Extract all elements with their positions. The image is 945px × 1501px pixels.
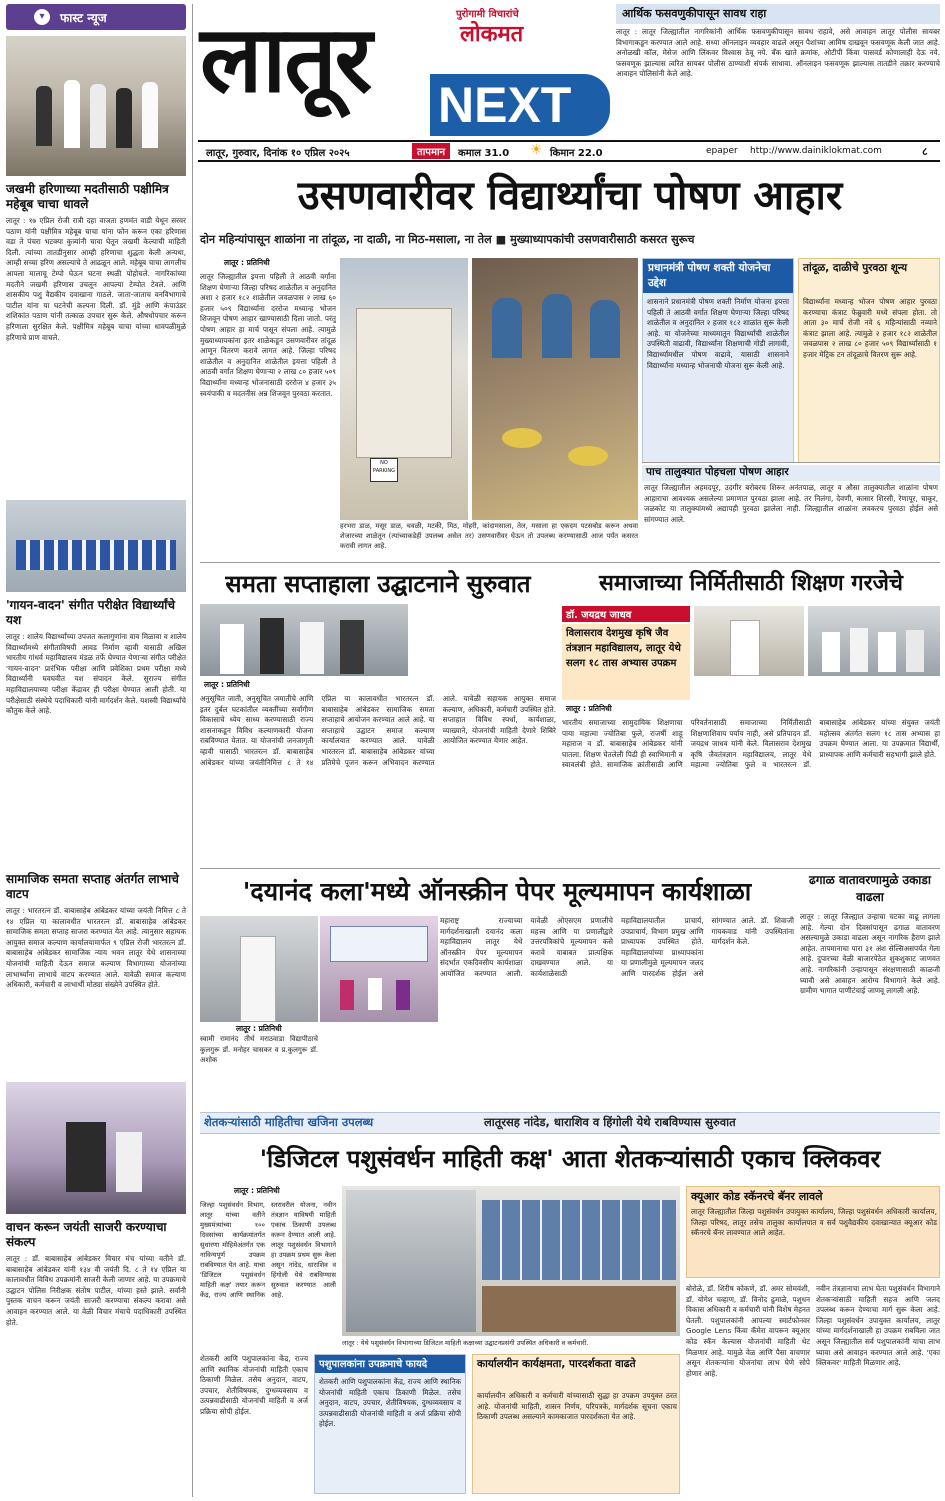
divider-mid xyxy=(200,868,940,869)
meal-photo xyxy=(472,258,638,520)
box-rice-body: विद्यार्थ्यांना मध्यान्ह भोजन पोषण आहार पुरवठा करण्याचा कंत्राट फेब्रुवारी मध्ये संपला होता. तो आता ३० मार्च रोजी नवे ६ महिन्यांसाठी नव्याने कंत्राट झाला आहे. त्यामुळे २ हजार १८२ शाळेतील जवळपास २ लाख ८० हजार ५०९ विद्यार्थ्यांसाठी १ हजार मेट्रिक टन तांदूळाचे वितरण सुरू आहे. xyxy=(803,297,940,359)
temp-max: कमाल 31.0 xyxy=(458,148,510,159)
office-box xyxy=(472,1354,680,1494)
benefit-title: पशुपालकांना उपक्रमाचे फायदे xyxy=(315,1355,465,1373)
next-label: NEXT xyxy=(438,77,572,133)
masthead-tagline: पुरोगामी विचारांचे xyxy=(456,9,519,20)
box-pm-title: प्रधानमंत्री पोषण शक्ती योजनेचा उद्देश xyxy=(643,259,793,293)
digital-headline: 'डिजिटल पशुसंवर्धन माहिती कक्ष' आता शेतकऱ्यांसाठी एकाच क्लिकवर xyxy=(259,1145,881,1173)
benefit-body: शेतकरी आणि पशुपालकांना केंद्र, राज्य आणि स्थानिक योजनांची माहिती एकाच ठिकाणी मिळेल. तसेच अनुदान, वाटप, उपचार, शेतीविषयक, दुग्धव्यवसाय व उत्पन्नवाढीसाठी योजनांची माहिती व अर्ज प्रक्रिया सोपी होईल. xyxy=(319,1377,464,1429)
digital-caption: लातूर : येथे पशुसंवर्धन विभागाच्या डिजिटल माहिती कक्षाच्या उद्घाटनप्रसंगी उपस्थित अधिकारी व कर्मचारी. xyxy=(342,1339,589,1347)
sun-icon: ☀ xyxy=(530,142,543,158)
digital-body2-snippet: शेतकरी आणि पशुपालकांना केंद्र, राज्य आणि स्थानिक योजनांची माहिती एकाच ठिकाणी मिळेल. तसेच अनुदान, वाटप, उपचार, शेतीविषयक, दुग्धव्यवसाय व उत्पन्नवाढीसाठी योजनांची माहिती व अर्ज प्रक्रिया सोपी होईल. xyxy=(200,1354,311,1416)
ribbon xyxy=(200,1112,940,1134)
topright-body: लातूर : लातूर जिल्ह्यातील नागरिकांनी आर्थिक फसवणुकीपासून सावध राहावे, असे आवाहन लातूर पोलीस सायबर विभागाकडून करण्यात आले आहे. सध्या ऑनलाइन व्यवहार वाढले असून पैशांच्या आमिष दाखवून फसवणूक केली जात आहे. अनोळखी कॉल, मेसेज आणि लिंकवर विश्वास ठेवू नये. बँक खाते क्रमांक, ओटीपी किंवा पासवर्ड कोणालाही देऊ नये. फसवणूक झाल्यास त्वरित सायबर पोलीस ठाण्याशी संपर्क साधावा. ऑनलाइन फसवणूक झाल्यास तातडीने तक्रार करण्याचे आवाहन पोलिसांनी केले आहे. xyxy=(616,27,943,79)
lead-body: लातूर जिल्ह्यातील इयत्ता पहिली ते आठवी वर्गांना शिक्षण घेणाऱ्या जिल्हा परिषद शाळेतील व अनुदानित अशा २ हजार १८२ शाळेतील जवळपास २ लाख ६० हजार ५०९ विद्यार्थ्यांना दररोज मध्यान्ह भोजन शिजवून पोषण आहार खाण्यासाठी दिला जातो. परंतु पोषण आहार हा मार्च पासून संपला आहे. त्यामुळे मुख्याध्यापकांना इतर शाळेकडून उसणवारीवर तांदूळ आणून वितरण करावे लागत आहे. जिल्हा परिषद शाळेतील व अनुदानित शाळेतील इयत्ता पहिली ते आठवी वर्गात शिक्षण घेणाऱ्या २ लाख ८० हजार ५०९ विद्यार्थ्यांना मध्यान्ह भोजनासाठी दररोज ४ हजार ३५ स्वयंपाकी व मदतनीस अन्न शिजवून पुरवठा करतात. xyxy=(200,272,339,398)
digital-photo xyxy=(342,1186,680,1336)
epaper-url[interactable]: http://www.dainiklokmat.com xyxy=(750,146,882,156)
box-rice-title: तांदूळ, दाळीचे पुरवठा शून्य xyxy=(803,262,908,274)
lead-subhead: दोन महिन्यांपासून शाळांना ना तांदूळ, ना दाळी, ना मिठ-मसाला, ना तेल ■ मुख्याध्यापकांची उसणवारीसाठी कसरत सुरूच xyxy=(200,233,695,246)
story2-body: लातूर : शालेय विद्यार्थ्यांच्या उपजत कलागुणांना वाव मिळावा व शालेय विद्यार्थ्यांमध्ये संगीताविषयी आवड निर्माण व्हावी यासाठी अखिल भारतीय गांधर्व महाविद्यालय मंडळ तर्फे घेण्यात येणाऱ्या संगीत परीक्षेत 'गायन-वादन' प्रारंभिक परीक्षा आणि प्रवेशिका प्रथम परीक्षा मध्ये विद्यार्थ्यांनी घवघवीत यश संपादन केले. सुराज्य संगीत महाविद्यालयाच्या परीक्षा केंद्रावर ही परीक्षा घेण्यात आली होती. या परीक्षेसाठी संस्थेचे पदाधिकारी यांनी मार्गदर्शन केले. यशस्वी विद्यार्थ्यांचे कौतुक केले आहे. xyxy=(6,632,189,716)
dayanand-byline: लातूर : प्रतिनिधी xyxy=(236,1024,282,1033)
lead-caption: हरभरा डाळ, मसूर डाळ, चवळी, मटकी, मिठ, मोहरी, कांदामसाला, तेल, मसाला हा एकदम पटसबोड करून अथवा शेजारच्या शाळेतून (त्यांच्याकडेही उपलब्ध असेल तर) उसणवारीवर घेऊन तो उपलब्ध करण्यासाठी आज पर्यंत कसरत करावी लागत आहे. xyxy=(340,522,641,550)
digital-body: जिल्हा पशुसंवर्धन विभाग, लातूर यांच्या वतीने मुख्यमंत्र्यांच्या १०० दिवसांच्या कार्यक्रमांतर्गत सुधारणा मोहिमेअंतर्गत एक नाविन्यपूर्ण उपक्रम राबविण्यात येत आहे. याचा 'डिजिटल पशुसंवर्धन माहिती कक्ष' तयार करून केंद्र, राज्य आणि स्थानिक स्तरावरील योजना, नवीन तंत्रज्ञान याविषयी माहिती एकाच ठिकाणी उपलब्ध करून देण्यात आली आहे. लातूर पशुसंवर्धन विभागाने हा उपक्रम प्रथम सुरू केला असून नांदेड, धाराशिव व हिंगोली येथे राबविण्यास सुरुवात करण्यात आली आहे. xyxy=(200,1201,339,1299)
ribbon-right: लातूरसह नांदेड, धाराशिव व हिंगोली येथे राबविण्यास सुरुवात xyxy=(484,1115,736,1129)
dateline: लातूर, गुरुवार, दिनांक १० एप्रिल २०२५ xyxy=(206,148,350,159)
box-five xyxy=(642,462,940,558)
weather-headline: ढगाळ वातावरणामुळे उकाडा वाढला xyxy=(809,873,931,904)
digital-body2: बोरोळे, डॉ. शिरीष कोकणे, डॉ. अमर सोमवंशी, डॉ. योगेश चव्हाण, डॉ. विनोद ढुमाळे, पशुधन विकास अधिकारी व कर्मचारी यांनी विशेष मेहनत घेतली. पशुपालकांनी आपल्या स्मार्टफोनवर Google Lens किंवा कॅमेरा वापरून क्यूआर कोड स्कॅन केल्यास योजनांची माहिती थेट मिळणार आहे. यामुळे वेळ आणि पैसा वाचणार असून शेतकऱ्यांना योजनांचा लाभ घेणे सोपे होणार आहे. xyxy=(686,1284,813,1378)
story2-headline: 'गायन-वादन' संगीत परीक्षेत विद्यार्थ्यांचे यश xyxy=(6,598,176,627)
samaj-byline: लातूर : प्रतिनिधी xyxy=(566,704,612,713)
samaj-author: डॉ. जयद्रथ जाधव xyxy=(562,606,690,622)
epaper-label: epaper xyxy=(706,146,738,156)
samata-body: अनुसूचित जाती, अनुसूचित जमातीचे आणि इतर दुर्बल घटकांतील व्यक्तींच्या सर्वांगीण विकासाचे ध्येय साध्य करण्यासाठी राज्य शासनाकडून विविध कल्याणकारी योजना राबविण्यात येतात. या योजनांची जनजागृती व्हावी यासाठी भारतरत्न डॉ. बाबासाहेब आंबेडकर यांच्या जयंतीनिमित्त ८ ते १४ एप्रिल या कालावधीत भारतरत्न डॉ. बाबासाहेब आंबेडकर सामाजिक समता सप्ताहाचे आयोजन करण्यात आले आहे. या सप्ताहाचे उद्घाटन समाज कल्याण कार्यालयात करण्यात आले. यावेळी भारतरत्न डॉ. बाबासाहेब आंबेडकर यांच्या प्रतिमेचे पूजन करून अभिवादन करण्यात आले. यावेळी सहायक आयुक्त समाज कल्याण, अधिकारी, कर्मचारी उपस्थित होते. सप्ताहात विविध स्पर्धा, कार्यशाळा, व्याख्याने, योजनांची माहिती देणारे शिबिरे आयोजित करण्यात येणार आहेत. xyxy=(200,694,559,767)
box-pm-body: शासनाने प्रधानमंत्री पोषण शक्ती निर्माण योजना इयत्ता पहिली ते आठवी वर्गात शिक्षण घेणाऱ्या जिल्हा परिषद शाळेतील व अनुदानित २ हजार १८२ शाळांत सुरू केली आहे. या योजनेच्या माध्यमातून विद्यार्थ्यांची शाळेतील उपस्थिती वाढावी, विद्यार्थ्यांना शिक्षणाची गोडी लागावी, विद्यार्थ्यांमधील पोषण वाढावे, यासाठी शासनाने विद्यार्थ्यांना मध्यान्ह भोजनाची योजना सुरू केली आहे. xyxy=(647,297,792,370)
fast-news-badge xyxy=(6,4,186,30)
page-number: ८ xyxy=(922,145,928,158)
badge-icon: ▾ xyxy=(34,9,50,25)
story3-body: लातूर : भारतरत्न डॉ. बाबासाहेब आंबेडकर यांच्या जयंती निमित्त ८ ते १४ एप्रिल या कालावधीत भारतरत्न डॉ. बाबासाहेब आंबेडकर सामाजिक समता सप्ताह साजरा करण्यात येत आहे. त्यानुसार सहायक आयुक्त समाज कल्याण कार्यालयामार्फत ९ एप्रिल रोजी भारतरत्न डॉ. बाबासाहेब आंबेडकर सामाजिक न्याय भवन लातूर येथे शासनाच्या योजनांची माहिती देऊन समाज कल्याण विभागाच्या योजनांच्या लाभार्थ्यांना लाभाचे वाटप करण्यात आले. यावेळी समाज कल्याण अधिकारी, कर्मचारी व लाभार्थी मोठ्या संख्येने उपस्थित होते. xyxy=(6,906,189,990)
masthead-title: लातूर xyxy=(200,6,371,113)
masthead-brand: लोकमत xyxy=(460,22,524,47)
box-five-body: लातूर जिल्ह्यातील अहमदपूर, उदगीर बरोबरच शिरूर अनंतपाळ, लातूर व औसा तालुक्यातील शाळांना पोषण आहाराचा आवश्यक असलेल्या प्रमाणात पुरवठा झाला आहे. तर निलंगा, देवणी, कासार शिरसी, रेणापूर, चाकूर, जळकोट या तालुक्यांमध्ये अद्यापही पुरवठा झालेला नाही. जिल्ह्यातील शाळांना लवकरच पुरवठा होईल असे सांगण्यात आले. xyxy=(644,483,941,524)
office-title: कार्यालयीन कार्यक्षमता, पारदर्शकता वाढते xyxy=(477,1358,636,1370)
temp-min: किमान 22.0 xyxy=(550,148,603,159)
digital-body3: नवीन तंत्रज्ञानाचा लाभ घेता पशुसंवर्धन विभागाने शेतकऱ्यांसाठी माहिती सहज आणि जलद उपलब्ध करून देण्याचा मार्ग सुरू केला आहे. जिल्हा पशुसंवर्धन उपायुक्त कार्यालय, लातूर यांच्या मार्गदर्शनाखाली हा उपक्रम राबविला जात असून जिल्ह्यातील सर्व पशुपालकांनी याचा लाभ घ्यावा असे आवाहन करण्यात आले आहे. 'एका क्लिकवर' माहिती मिळणार आहे. xyxy=(816,1284,943,1368)
story1-headline: जखमी हरिणाच्या मदतीसाठी पक्षीमित्र महेबूब चाचा धावले xyxy=(6,182,169,211)
samaj-event: विलासराव देशमुख कृषि जैव तंत्रज्ञान महाविद्यालय, लातूर येथे सलग १८ तास अभ्यास उपक्रम xyxy=(562,624,690,700)
story1-body: लातूर : १७ एप्रिल रोजी रात्री दहा वाजता हणमंत वाडी येथून सरवर पठाण यांनी पक्षीमित्र महेबूब चाचा यांना फोन करून एका हरिणास वडा ते पंचरा भटक्या कुत्र्यांनी चावा घेतून जखमी केल्याची माहिती दिली. त्यांच्या तातडीनुसार आम्ही हरिणाचा शुद्धता केली अन्यथा, आम्ही सच्चा हरिण असल्याचे ते आढळून आले. महेबूब चाचा लागलीच आपला मालाचू टेम्पो घेऊन घटना स्थळी पोहोचले. नागरिकांच्या मदतीने जखमी हरिणास उचलून आपल्या टेम्पोत टेवले. आणि शासकीय पशु वैद्यकीय दवाखाना गाठले. जाता-जाताच वनविभागाचे पाटील यांना या घटनेची कल्पना दिली. डॉ. मुंडे आणि कंपाउंडर शशिकांत पठाण यांनी तत्काळ उपचार सुरू केले. औषधोपचार करून हरिणाला सुरक्षित केले. पक्षीमित्र महेबूब चाचा यांच्या धावपळीमुळे हरिणाचे प्राण वाचले. xyxy=(6,216,189,342)
samata-byline: लातूर : प्रतिनिधी xyxy=(204,680,250,689)
topright-story xyxy=(616,4,943,136)
samata-headline: समता सप्ताहाला उद्घाटनाने सुरुवात xyxy=(225,570,531,598)
qr-body: लातूर जिल्ह्यातील जिल्हा पशुसंवर्धन उपायुक्त कार्यालय, जिल्हा पशुसंवर्धन अधिकारी कार्यालय, जिल्हा परिषद, लातूर तसेच तालुका कार्यालयात व सर्व पशुवैद्यकीय दवाखान्यात क्यूआर कोड स्कॅनरचे बॅनर लावण्यात आले आहेत. xyxy=(691,1207,940,1238)
samaj-photo2 xyxy=(808,606,940,676)
badge-label: फास्ट न्यूज xyxy=(60,11,107,25)
samata-photo xyxy=(200,604,408,676)
event-photo xyxy=(6,1082,186,1214)
divider-lead xyxy=(200,562,940,563)
dayanand-caption: स्वामी रामानंद तीर्थ मराठवाडा विद्यापीठाचे कुलगुरू डॉ. मनोहर चासकर व प्र.कुलगुरू डॉ. अशोक xyxy=(200,1035,321,1064)
dayanand-headline: 'दयानंद कला'मध्ये ऑनस्क्रीन पेपर मूल्यमापन कार्यशाळा xyxy=(242,877,752,906)
weather-body: लातूर : लातूर जिल्ह्यात उन्हाचा चटका वाढू लागला आहे. गेल्या दोन दिवसांपासून ढगाळ वातावरण असल्यामुळे उकाडा वाढला असून नागरिक हैराण झाले आहेत. तापमानाचा पारा ३१ अंश सेल्सिअसपर्यंत गेला आहे. दुपारच्या वेळी बाजारपेठेत शुकशुकाट जाणवत आहे. नागरिकांनी उन्हापासून संरक्षणासाठी काळजी घ्यावी असे आवाहन आरोग्य विभागाने केले आहे. ग्रामीण भागात पाणीटंचाई जाणवू लागली आहे. xyxy=(800,912,943,996)
office-body: कार्यालयीन अधिकारी व कर्मचारी यांच्यासाठी सुद्धा हा उपक्रम उपयुक्त ठरत आहे. योजनांची माहिती, शासन निर्णय, परिपत्रके, मार्गदर्शक सूचना एकाच ठिकाणी उपलब्ध असल्याने कामकाजात पारदर्शकता येत आहे. xyxy=(477,1391,680,1422)
benefit-box xyxy=(314,1354,466,1494)
story3-headline: सामाजिक समता सप्ताह अंतर्गत लाभाचे वाटप xyxy=(6,872,179,901)
deer-photo xyxy=(6,36,186,176)
box-five-title: पाच तालुक्यात पोहचला पोषण आहार xyxy=(642,465,940,481)
sidebar xyxy=(6,4,189,1497)
lead-byline: लातूर : प्रतिनिधी xyxy=(224,258,270,267)
temp-label: तापमान xyxy=(412,143,450,159)
dayanand-photo1 xyxy=(200,916,318,1022)
topright-headline: आर्थिक फसवणुकीपासून सावध राहा xyxy=(616,4,940,24)
samaj-body: भारतीय समाजाच्या सामुदायिक शिक्षणाचा पाया महात्मा ज्योतिबा फुले, राजर्षी शाहू महाराज व डॉ. बाबासाहेब आंबेडकर यांनी घातला. शिक्षण घेतलेली पिढी ही स्वाभिमानी व स्वावलंबी होते. सामाजिक क्रांतीसाठी आणि परिवर्तनासाठी समाजाच्या निर्मितीसाठी शिक्षणाशिवाय पर्याय नाही, असे प्रतिपादन डॉ. जयद्रथ जाधव यांनी केले. विलासराव देशमुख कृषि जैवतंत्रज्ञान महाविद्यालय, लातूर येथे महात्मा ज्योतिबा फुले व भारतरत्न डॉ. बाबासाहेब आंबेडकर यांच्या संयुक्त जयंती महोत्सव अंतर्गत सलग १८ तास अभ्यास हा उपक्रम घेण्यात आला. या उपक्रमात विद्यार्थी, प्राध्यापक आणि कर्मचारी सहभागी झाले होते. xyxy=(562,718,943,770)
dayanand-body: महाराष्ट्र राज्याच्या मार्गदर्शनाखाली दयानंद कला महाविद्यालय लातूर येथे ऑनस्क्रीन पेपर मूल्यमापन संदर्भात एकदिवसीय कार्यशाळा आयोजित करण्यात आली. यावेळी ओएसएम प्रणालीचे महत्त्व आणि या प्रणालीद्वारे उत्तरपत्रिकांचे मूल्यमापन कसे करावे याबाबत प्रात्यक्षिक दाखवण्यात आले. या कार्यशाळेसाठी महाविद्यालयातील प्राचार्य, उपप्राचार्य, विभाग प्रमुख आणि प्राध्यापक उपस्थित होते. महाविद्यालयांच्या प्राध्यापकांना या प्रणालीमुळे मूल्यमापन जलद आणि पारदर्शक होईल असे सांगण्यात आले. डॉ. शिवाजी गायकवाड यांनी उपस्थितांना मार्गदर्शन केले. xyxy=(440,916,797,978)
dateline-bar xyxy=(198,140,940,162)
story4-headline: वाचन करून जयंती साजरी करण्याचा संकल्प xyxy=(6,1220,167,1249)
story4-body: लातूर : डॉ. बाबासाहेब आंबेडकर विचार मंच यांच्या वतीने डॉ. बाबासाहेब आंबेडकर यांनी १३४ वी जयंती दि. ८ ते १४ एप्रिल या कालावधीत विविध उपक्रमांनी साजरी केली जाणार आहे. या उपक्रमाचे उद्घाटन पोलिस निरीक्षक संतोष पाटील, यांच्या हस्ते झाले. सर्वांनी पुस्तक वाचन करून जयंती साजरी करण्याचा संकल्प करावा असे आवाहन करण्यात आले. या वेळी विचार मंचाचे पदाधिकारी उपस्थित होते. xyxy=(6,1254,189,1327)
digital-left-bottom xyxy=(200,1354,311,1494)
students-photo xyxy=(6,500,186,592)
sidebar-divider xyxy=(192,4,193,1497)
samaj-headline: समाजाच्या निर्मितीसाठी शिक्षण गरजेचे xyxy=(599,571,903,596)
qr-title: क्यूआर कोड स्कॅनरचे बॅनर लावले xyxy=(691,1190,823,1203)
qr-box xyxy=(686,1186,940,1278)
school-photo: NO PARKING xyxy=(340,258,468,520)
lead-headline: उसणवारीवर विद्यार्थ्यांचा पोषण आहार xyxy=(297,173,843,219)
digital-byline: लातूर : प्रतिनिधी xyxy=(234,1186,280,1195)
samaj-photo1 xyxy=(694,606,804,676)
ribbon-left: शेतकऱ्यांसाठी माहितीचा खजिना उपलब्ध xyxy=(204,1115,374,1129)
masthead-next xyxy=(430,74,610,136)
